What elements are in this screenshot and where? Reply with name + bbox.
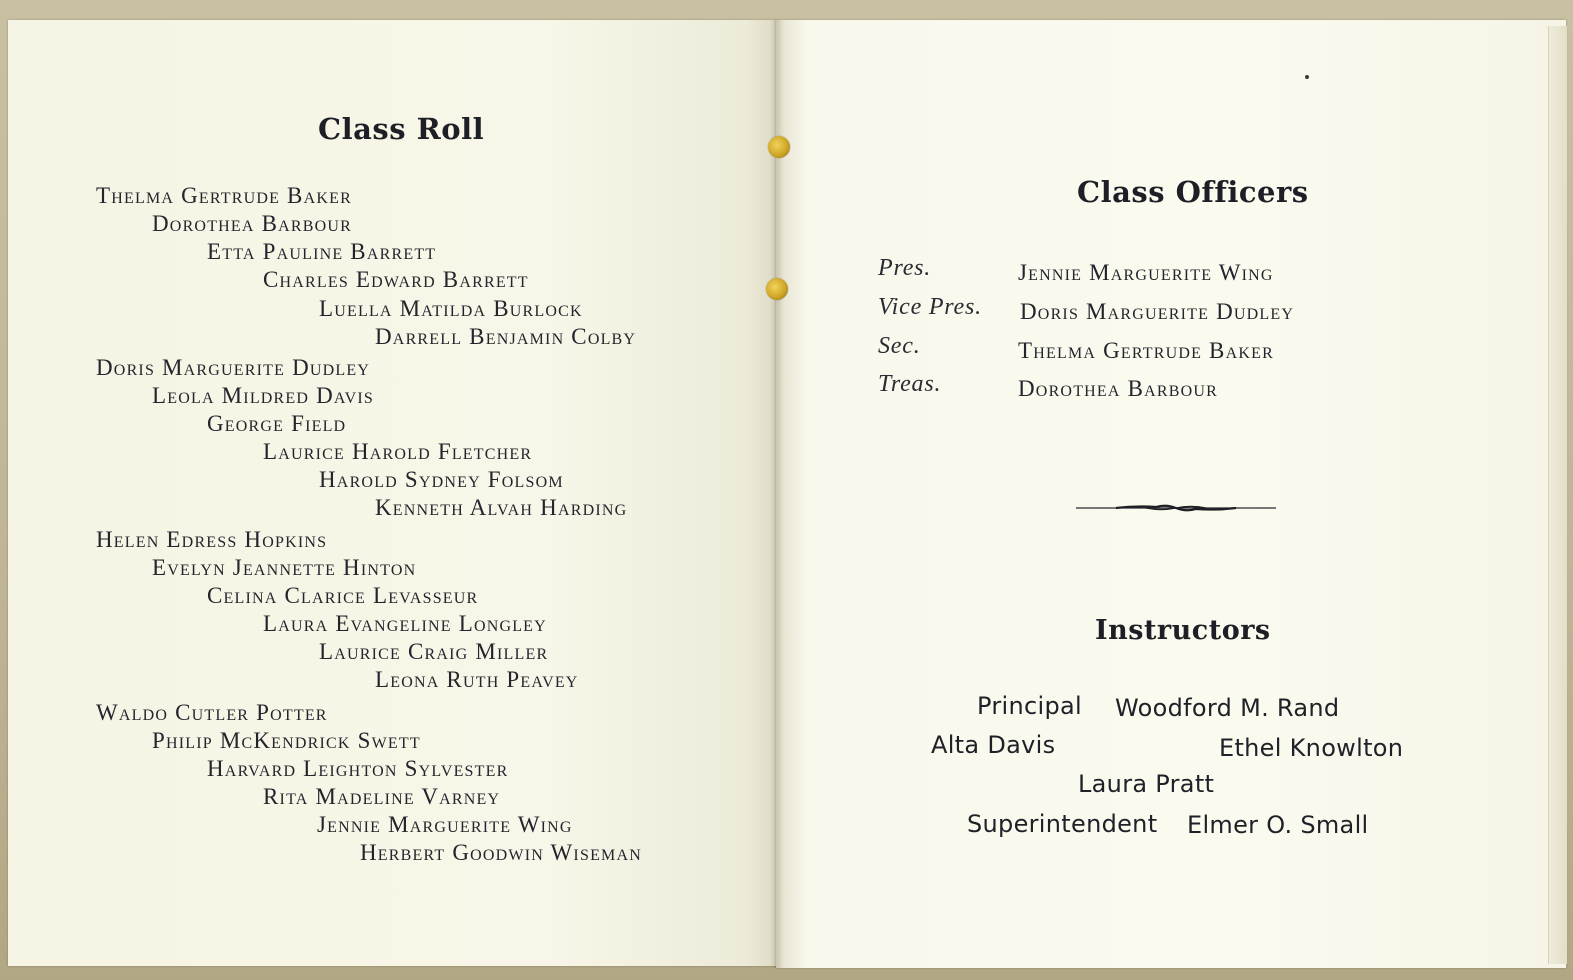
roll-name: Doris Marguerite Dudley [96,355,371,380]
officer-name: Doris Marguerite Dudley [1020,299,1295,324]
spine-fold [770,20,784,968]
roll-name: Laurice Harold Fletcher [263,439,533,464]
roll-name: Rita Madeline Varney [263,784,501,809]
roll-name: Jennie Marguerite Wing [317,812,573,837]
officer-role: Pres. [878,255,932,281]
instructors-title: Instructors [1095,615,1271,646]
page-edge [1548,26,1567,964]
roll-name: Leona Ruth Peavey [375,667,579,692]
class-roll-title: Class Roll [318,112,485,146]
officer-role: Treas. [878,371,942,397]
roll-name: Harold Sydney Folsom [319,467,564,492]
roll-name: Etta Pauline Barrett [207,239,437,264]
roll-name: Laurice Craig Miller [319,639,549,664]
paper-speck [1305,75,1309,79]
roll-name: Evelyn Jeannette Hinton [152,555,417,580]
officer-role: Vice Pres. [878,294,982,320]
roll-name: Waldo Cutler Potter [96,700,328,725]
roll-name: Philip McKendrick Swett [152,728,421,753]
officer-name: Dorothea Barbour [1018,376,1219,401]
roll-name: Thelma Gertrude Baker [96,183,352,208]
right-page [776,20,1566,968]
roll-name: Celina Clarice Levasseur [207,583,479,608]
roll-name: Helen Edress Hopkins [96,527,328,552]
superintendent-name: Elmer O. Small [1187,811,1369,839]
roll-name: Herbert Goodwin Wiseman [360,840,642,865]
roll-name: Leola Mildred Davis [152,383,374,408]
roll-name: George Field [207,411,347,436]
binding-stitch-top [768,136,790,158]
ornamental-divider [1076,500,1276,516]
roll-name: Laura Evangeline Longley [263,611,547,636]
roll-name: Luella Matilda Burlock [319,296,583,321]
officer-name: Thelma Gertrude Baker [1018,338,1274,363]
roll-name: Harvard Leighton Sylvester [207,756,509,781]
principal-name: Woodford M. Rand [1115,694,1340,722]
officer-name: Jennie Marguerite Wing [1018,260,1274,285]
roll-name: Charles Edward Barrett [263,267,529,292]
instructor-name: Alta Davis [931,731,1056,759]
superintendent-label: Superintendent [967,810,1158,838]
roll-name: Kenneth Alvah Harding [375,495,628,520]
class-officers-title: Class Officers [1077,175,1309,209]
roll-name: Darrell Benjamin Colby [375,324,637,349]
principal-label: Principal [977,692,1082,720]
roll-name: Dorothea Barbour [152,211,353,236]
instructor-name: Laura Pratt [1078,770,1215,798]
instructor-name: Ethel Knowlton [1219,734,1404,762]
binding-stitch-bottom [766,278,788,300]
officer-role: Sec. [878,333,921,359]
